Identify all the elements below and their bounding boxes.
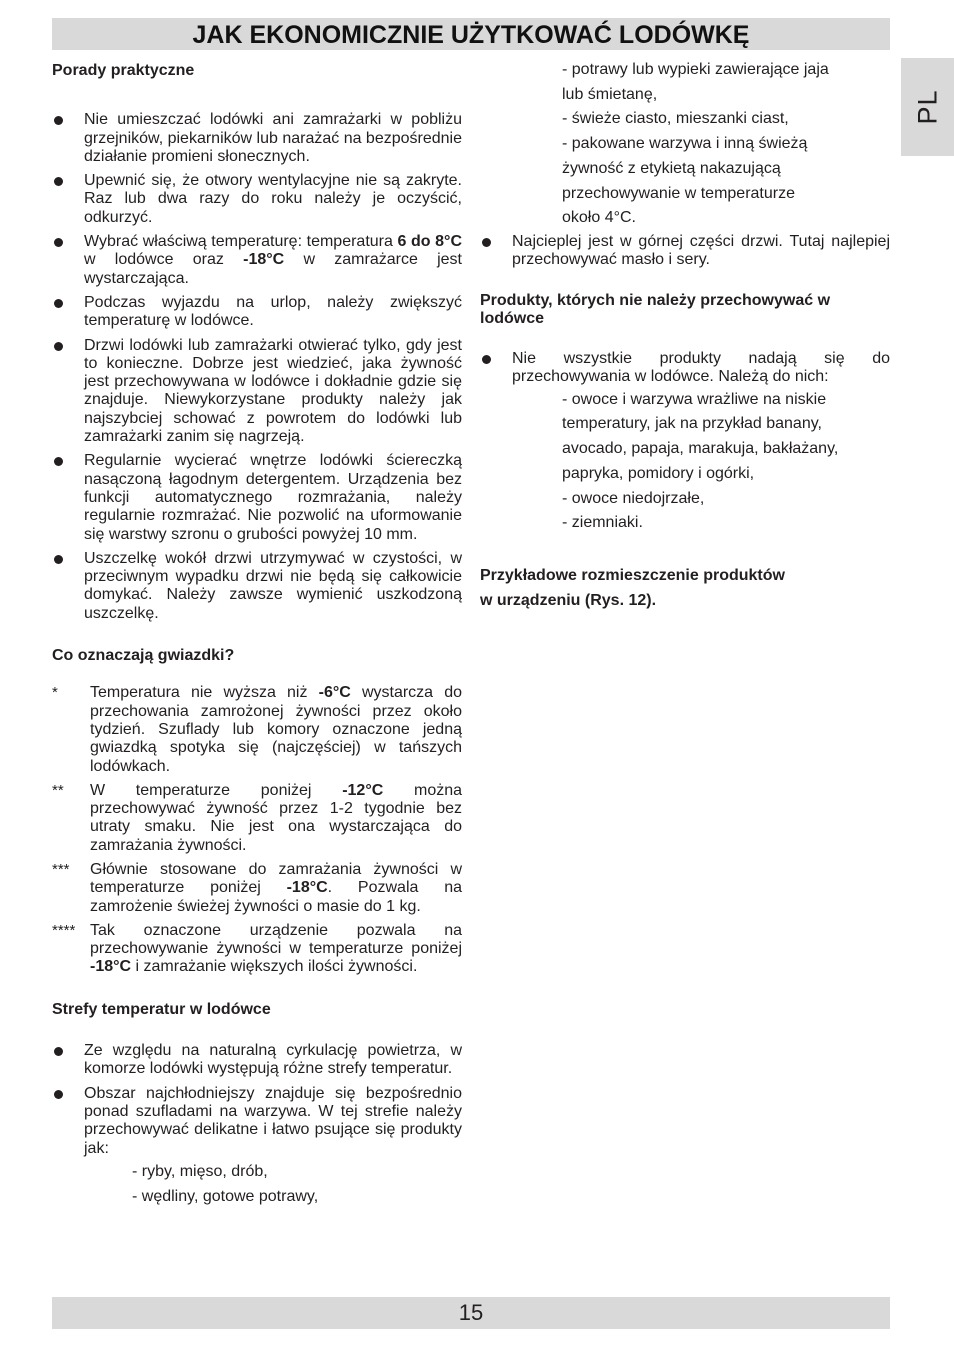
title-bar [52, 18, 890, 50]
product-item: - ryby, mięso, drób, [132, 1162, 268, 1180]
star-mark: ** [52, 781, 64, 799]
not-store-list [480, 350, 890, 387]
stars-list [52, 684, 462, 976]
product-item: żywność z etykietą nakazującą [562, 159, 781, 177]
list-item: Upewnić się, że otwory wentylacyjne nie są zakryte. Raz lub dwa razy do roku należy je oczyścić, odkurzyć. [52, 172, 462, 227]
star-temp: -18°C [286, 879, 328, 897]
star-text: Tak oznaczone urządzenie pozwala na przechowywanie żywności w temperaturze poniżej [90, 921, 462, 958]
list-item: Drzwi lodówki lub zamrażarki otwierać tylko, gdy jest to konieczne. Dobrze jest wiedzieć, jaka żywność jest przechowywana w lodówce i dokładnie gdzie się znajduje. Niewykorzystane produkty należy jak najszybciej schować z powrotem do lodówki lub zamrażarki zanim się nagrzeją. [52, 337, 462, 447]
footer-bar [52, 1297, 890, 1329]
page-title: JAK EKONOMICZNIE UŻYTKOWAĆ LODÓWKĘ [192, 21, 750, 49]
temp-text-d: w zamrażarce jest wystarczająca. [84, 251, 462, 287]
heading-arrangement-line1: Przykładowe rozmieszczenie produktów [480, 566, 785, 584]
product-item: przechowywanie w temperaturze [562, 184, 795, 202]
star-text: i zamrażanie większych ilości żywności. [131, 958, 418, 976]
product-item: - owoce i warzywa wrażliwe na niskie [562, 390, 827, 408]
list-item: Nie wszystkie produkty nadają się do przechowywania w lodówce. Należą do nich: [480, 350, 890, 387]
language-label: PL [912, 89, 942, 125]
star-text: Głównie stosowane do zamrażania żywności w temperaturze poniżej [90, 860, 462, 897]
star-text: W temperaturze poniżej [90, 781, 343, 799]
list-item [52, 233, 462, 288]
star-temp: -18°C [90, 958, 132, 976]
product-item: temperatury, jak na przykład banany, [562, 415, 822, 433]
star-mark: **** [52, 921, 76, 939]
heading-practical-tips: Porady praktyczne [52, 62, 195, 79]
product-item: - owoce niedojrzałe, [562, 489, 705, 507]
heading-arrangement-line2: w urządzeniu (Rys. 12). [480, 591, 657, 609]
heading-stars: Co oznaczają gwiazdki? [52, 647, 235, 665]
product-item: około 4°C. [562, 209, 636, 227]
list-item: Uszczelkę wokół drzwi utrzymywać w czystości, w przeciwnym wypadku drzwi nie będą się całkowicie domykać. Należy zawsze wymienić uszkodzoną uszczelkę. [52, 550, 462, 623]
list-item: Regularnie wycierać wnętrze lodówki ściereczką nasączoną łagodnym detergentem. Urządzenia bez funkcji automatycznego rozmrażania, należy regularnie rozmrażać. Nie pozwolić na uformowanie się warstwy szronu o grubości powyżej 10 mm. [52, 452, 462, 543]
product-item: avocado, papaja, marakuja, bakłażany, [562, 440, 839, 458]
star-text: . Pozwala na zamrożenie świeżej żywności o masie do 1 kg. [90, 879, 463, 915]
product-item: - ziemniaki. [562, 514, 643, 532]
cold-zone-products [132, 1160, 462, 1209]
zones-list [52, 1042, 462, 1158]
list-item: Ze względu na naturalną cyrkulację powietrza, w komorze lodówki występują różne strefy temperatur. [52, 1042, 462, 1079]
product-item: - świeże ciasto, mieszanki ciast, [562, 110, 789, 128]
star-temp: -12°C [342, 781, 384, 799]
temp-fridge-value: 6 do 8°C [397, 233, 463, 251]
star-text: można przechowywać żywność przez 1-2 tygodnie bez utraty smaku. Nie jest ona wystarczająca do zamrażania żywności. [90, 781, 463, 854]
cold-zone-products-cont [562, 58, 890, 231]
star-text: wystarcza do przechowania zamrożonej żywności przez około tydzień. Szuflady lub komory oznaczone jedną gwiazdką spotyka się (najczęściej) w tańszych lodówkach. [90, 684, 463, 775]
star-mark: *** [52, 860, 70, 878]
product-item: - pakowane warzywa i inną świeżą [562, 135, 808, 153]
star-item [52, 782, 462, 855]
product-item: papryka, pomidory i ogórki, [562, 464, 755, 482]
star-item [52, 922, 462, 977]
not-store-products [562, 388, 890, 536]
list-item: Podczas wyjazdu na urlop, należy zwiększyć temperaturę w lodówce. [52, 294, 462, 331]
heading-arrangement [480, 564, 890, 613]
product-item: lub śmietanę, [562, 85, 658, 103]
product-item: - potrawy lub wypieki zawierające jaja [562, 61, 829, 78]
star-item [52, 861, 462, 916]
left-column [52, 62, 462, 1209]
product-item: - wędliny, gotowe potrawy, [132, 1187, 319, 1205]
star-temp: -6°C [318, 684, 351, 702]
list-item: Nie umieszczać lodówki ani zamrażarki w pobliżu grzejników, piekarników lub narażać na bezpośrednie działanie promieni słonecznych. [52, 111, 462, 166]
star-mark: * [52, 684, 58, 702]
star-item [52, 684, 462, 775]
star-text: Temperatura nie wyższa niż [90, 684, 319, 702]
tips-list [52, 111, 462, 623]
list-item: Najcieplej jest w górnej części drzwi. Tutaj najlepiej przechowywać masło i sery. [480, 233, 890, 270]
list-item: Obszar najchłodniejszy znajduje się bezpośrednio ponad szufladami na warzywa. W tej strefie należy przechowywać delikatne i łatwo psujące się produkty jak: [52, 1085, 462, 1158]
language-tab [901, 58, 954, 156]
right-column [480, 62, 890, 613]
heading-temp-zones: Strefy temperatur w lodówce [52, 1000, 271, 1018]
temp-text-a: Wybrać właściwą temperaturę: temperatura [84, 233, 398, 251]
door-zone-list [480, 233, 890, 270]
heading-not-store: Produkty, których nie należy przechowywać w lodówce [480, 291, 831, 327]
temp-freezer-value: -18°C [243, 251, 285, 269]
temp-text-c: w lodówce oraz [84, 251, 244, 269]
page-number: 15 [458, 1300, 484, 1325]
